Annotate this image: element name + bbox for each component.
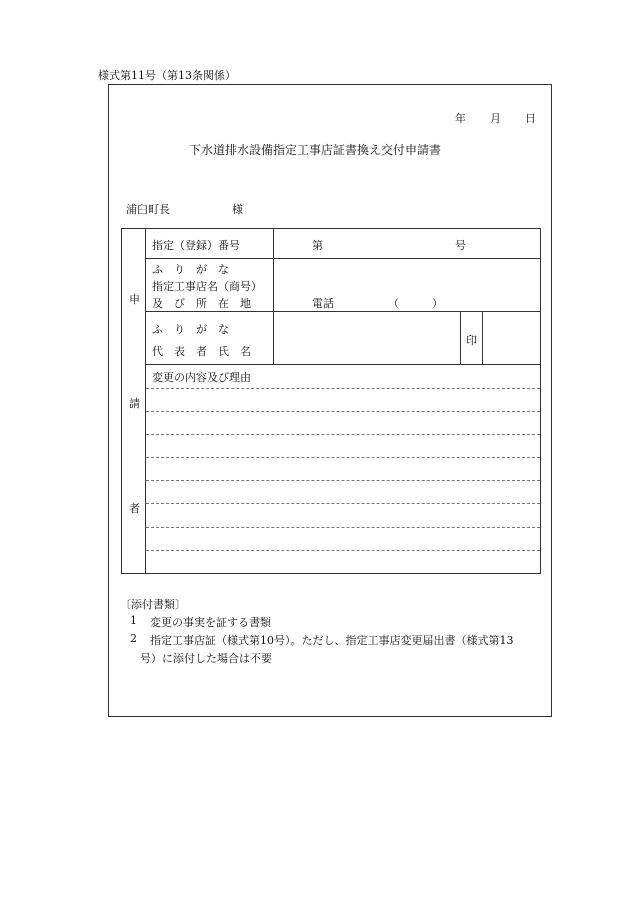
row-divider-1 xyxy=(146,258,540,259)
addressee: 浦臼町長 xyxy=(126,203,170,216)
shop-address-label: 及 び 所 在 地 xyxy=(152,297,251,310)
attachment-text: 変更の事実を証する書類 xyxy=(150,616,271,629)
change-reason-label: 変更の内容及び理由 xyxy=(152,371,251,384)
honorific: 様 xyxy=(232,203,243,216)
shop-furigana-label: ふ り が な xyxy=(152,263,229,276)
applicant-label-char: 申 xyxy=(129,293,140,306)
seal-divider-left xyxy=(460,311,461,364)
phone-label: 電話 xyxy=(312,297,334,310)
seal-mark: 印 xyxy=(466,334,477,347)
reason-line xyxy=(146,411,540,412)
rep-furigana-label: ふ り が な xyxy=(152,323,229,336)
reason-line xyxy=(146,457,540,458)
form-number: 様式第11号（第13条関係） xyxy=(98,69,236,82)
attachment-number: 1 xyxy=(130,614,137,627)
label-column-divider xyxy=(273,229,274,364)
reason-line xyxy=(146,480,540,481)
row-divider-3 xyxy=(146,364,540,365)
date-year-label: 年 xyxy=(455,112,466,125)
date-month-label: 月 xyxy=(490,112,501,125)
rep-name-label: 代 表 者 氏 名 xyxy=(152,345,251,358)
reason-line xyxy=(146,503,540,504)
designation-suffix: 号 xyxy=(455,239,466,252)
seal-divider-right xyxy=(482,311,483,364)
attachment-text: 指定工事店証（様式第10号）。ただし、指定工事店変更届出書（様式第13 xyxy=(150,634,514,647)
applicant-label-char: 者 xyxy=(129,502,140,515)
reason-line xyxy=(146,527,540,528)
reason-line xyxy=(146,434,540,435)
reason-line xyxy=(146,388,540,389)
phone-area-parens: （ ） xyxy=(388,297,443,310)
shop-name-label: 指定工事店名（商号） xyxy=(152,280,262,293)
applicant-label-char: 請 xyxy=(129,397,140,410)
applicant-column-divider xyxy=(145,229,146,573)
designation-number-label: 指定（登録）番号 xyxy=(152,239,240,252)
form-title: 下水道排水設備指定工事店証書換え交付申請書 xyxy=(188,143,441,157)
designation-prefix: 第 xyxy=(312,239,323,252)
row-divider-2 xyxy=(146,311,540,312)
attachment-number: 2 xyxy=(130,632,137,645)
reason-line xyxy=(146,550,540,551)
attachments-title: 〔添付書類〕 xyxy=(120,598,186,611)
application-table xyxy=(121,228,541,574)
attachment-text-continued: 号）に添付した場合は不要 xyxy=(140,652,272,665)
date-day-label: 日 xyxy=(525,112,536,125)
